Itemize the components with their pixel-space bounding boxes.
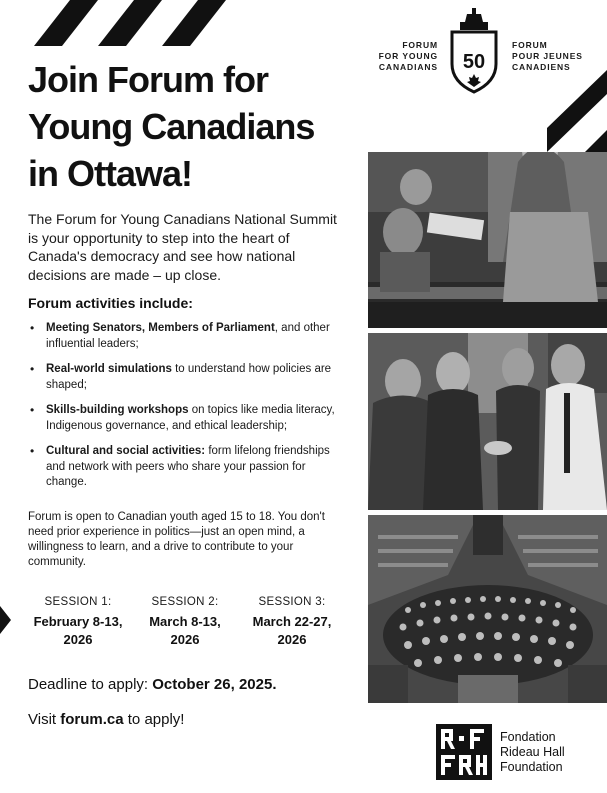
rhf-monogram-icon bbox=[436, 724, 492, 780]
list-item: • Real-world simulations to understand how policies are shaped; bbox=[30, 362, 332, 391]
list-item: • Skills-building workshops on topics like media literacy, Indigenous governance, and ethical leadership; bbox=[30, 403, 335, 432]
deadline-text: Deadline to apply: October 26, 2025. bbox=[28, 676, 277, 693]
arrow-marker-icon bbox=[0, 606, 11, 634]
photo-speaker-in-chamber bbox=[368, 152, 607, 328]
page-title: Join Forum for Young Canadians in Ottawa! bbox=[28, 59, 315, 194]
session-1: SESSION 1: February 8-13, 2026 bbox=[33, 596, 123, 647]
bullet-icon: • bbox=[30, 403, 35, 417]
website-link[interactable]: forum.ca bbox=[60, 711, 124, 728]
rideau-hall-foundation-logo bbox=[436, 724, 596, 780]
logo-badge-number: 50 bbox=[462, 51, 486, 73]
visit-text: Visit forum.ca to apply! bbox=[28, 711, 185, 728]
intro-paragraph: The Forum for Young Canadians National Summit is your opportunity to step into the heart of Canada's democracy and see how national decisions are made – up close. bbox=[28, 211, 337, 283]
photo-students-laughing bbox=[368, 333, 607, 510]
session-3: SESSION 3: March 22-27, 2026 bbox=[252, 596, 332, 647]
eligibility-paragraph: Forum is open to Canadian youth aged 15 to 18. You don't need prior experience in politics—just an open mind, a willingness to learn, and a drive to contribute to your community. bbox=[28, 511, 325, 568]
maple-leaf-crest-icon bbox=[448, 8, 500, 94]
list-item: • Cultural and social activities: form lifelong friendships and network with peers who share your passion for change. bbox=[30, 444, 330, 488]
logo-text-english: FORUM FOR YOUNG CANADIANS bbox=[378, 40, 438, 72]
decorative-stripes bbox=[0, 0, 240, 46]
bullet-icon: • bbox=[30, 444, 35, 458]
activities-heading: Forum activities include: bbox=[28, 295, 193, 311]
logo-text-french: FORUM POUR JEUNES CANADIENS bbox=[512, 40, 583, 72]
activities-list bbox=[28, 321, 343, 501]
photo-group-in-house-of-commons bbox=[368, 515, 607, 703]
session-2: SESSION 2: March 8-13, 2026 bbox=[149, 596, 221, 647]
foundation-name: Fondation Rideau Hall Foundation bbox=[500, 730, 565, 774]
forum-logo bbox=[360, 8, 605, 94]
sessions-row bbox=[22, 596, 352, 656]
bullet-icon: • bbox=[30, 362, 35, 376]
bullet-icon: • bbox=[30, 321, 35, 335]
list-item: • Meeting Senators, Members of Parliament, and other influential leaders; bbox=[30, 321, 330, 350]
